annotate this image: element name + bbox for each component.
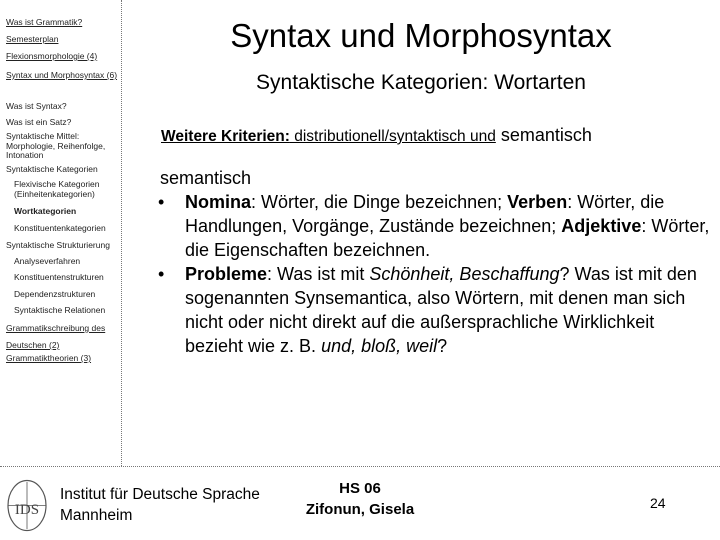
nav-item-konstituentenstrukturen[interactable]: Konstituentenstrukturen: [14, 272, 104, 282]
nav-item-syntax-und-morphosyntax[interactable]: Syntax und Morphosyntax (6): [6, 70, 118, 80]
institute-name: [60, 484, 260, 526]
nav-item-analyseverfahren[interactable]: Analyseverfahren: [14, 256, 81, 266]
nav-item-semesterplan[interactable]: Semesterplan: [6, 34, 59, 44]
sidebar-nav: [0, 0, 122, 466]
logo-letters: IDS: [14, 502, 40, 518]
nav-item-konstituentenkategorien[interactable]: Konstituentenkategorien: [14, 223, 106, 233]
text-segment: : Wörter, die Eigenschaften bezeichnen.: [185, 216, 710, 260]
nav-item-was-ist-ein-satz[interactable]: Was ist ein Satz?: [6, 117, 72, 127]
nav-item-flexionsmorphologie[interactable]: Flexionsmorphologie (4): [6, 51, 98, 61]
course-author: Zifonun, Gisela: [305, 501, 415, 518]
nav-item-syntaktische-relationen[interactable]: Syntaktische Relationen: [14, 305, 106, 315]
nav-item-wortkategorien[interactable]: Wortkategorien: [14, 206, 77, 216]
term-verben: Verben: [507, 192, 568, 212]
bullet-item-wortarten: [158, 190, 714, 262]
example-words: Schönheit, Beschaffung: [369, 264, 560, 284]
bullet-list: [158, 190, 714, 358]
criteria-text: distributionell/syntaktisch und: [289, 128, 496, 145]
nav-item-dependenzstrukturen[interactable]: Dependenzstrukturen: [14, 289, 96, 299]
bullet-icon: •: [158, 192, 165, 212]
text-segment: : Was ist mit: [267, 264, 370, 284]
term-probleme: Probleme: [185, 264, 268, 284]
text-segment: ? Was ist mit den sogenannten Synsemantica, also Wörtern, mit denen man sich nicht oder nicht direkt auf die außersprachliche Wirklichkeit bezieht wie z. B.: [185, 264, 697, 356]
course-info: [300, 478, 420, 520]
section-heading: semantisch: [160, 168, 252, 188]
bullet-icon: •: [158, 264, 165, 284]
nav-item-syntaktische-mittel[interactable]: Syntaktische Mittel: Morphologie, Reihenfolge, Intonation: [6, 131, 106, 160]
example-words: und, bloß, weil: [321, 336, 438, 356]
text-segment: ?: [437, 336, 448, 356]
criteria-label: Weitere Kriterien:: [161, 128, 290, 145]
term-adjektive: Adjektive: [561, 216, 642, 236]
text-segment: : Wörter, die Dinge bezeichnen;: [251, 192, 508, 212]
criteria-line: [161, 125, 592, 146]
slide-title: Syntax und Morphosyntax: [230, 17, 612, 54]
nav-item-grammatikschreibung[interactable]: Grammatikschreibung des Deutschen (2): [6, 323, 106, 350]
course-term: HS 06: [339, 480, 381, 497]
nav-item-syntaktische-kategorien[interactable]: Syntaktische Kategorien: [6, 164, 98, 174]
footer-divider: [0, 466, 720, 467]
ids-logo-icon: [5, 478, 49, 533]
text-segment: : Wörter, die Handlungen, Vorgänge, Zustände bezeichnen;: [185, 192, 665, 236]
page-number: 24: [650, 495, 666, 511]
criteria-semantic: semantisch: [495, 125, 592, 145]
nav-item-was-ist-grammatik[interactable]: Was ist Grammatik?: [6, 17, 83, 27]
slide-body: [158, 166, 714, 358]
slide-subtitle: Syntaktische Kategorien: Wortarten: [256, 71, 586, 94]
institute-line-2: Mannheim: [60, 507, 133, 524]
nav-item-grammatiktheorien[interactable]: Grammatiktheorien (3): [6, 353, 92, 363]
nav-item-flexivische-kategorien[interactable]: Flexivische Kategorien (Einheitenkategorien): [14, 179, 100, 199]
nav-item-syntaktische-strukturierung[interactable]: Syntaktische Strukturierung: [6, 240, 110, 250]
institute-line-1: Institut für Deutsche Sprache: [60, 486, 260, 503]
term-nomina: Nomina: [185, 192, 252, 212]
bullet-item-probleme: [158, 262, 714, 358]
nav-item-was-ist-syntax[interactable]: Was ist Syntax?: [6, 101, 67, 111]
